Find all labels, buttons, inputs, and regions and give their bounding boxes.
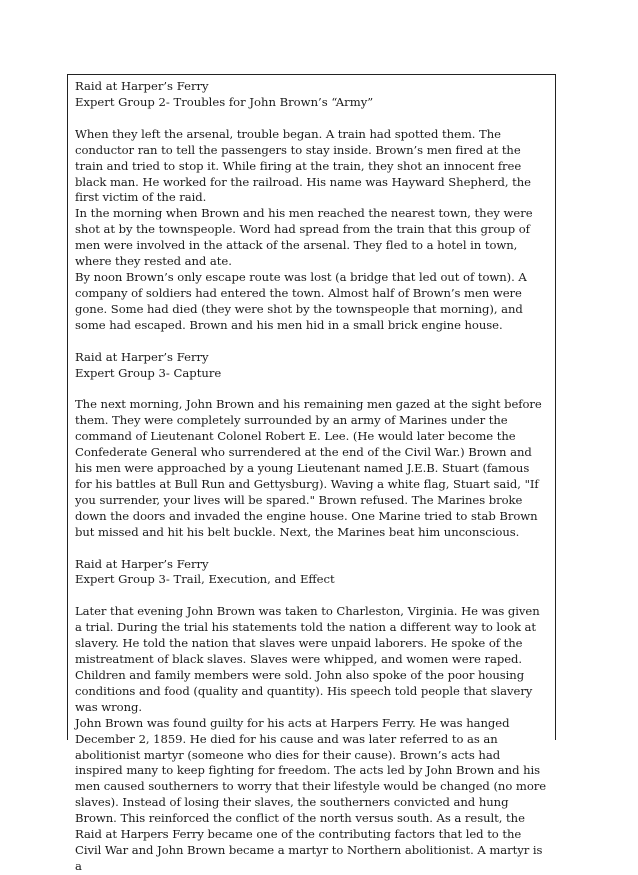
section-subtitle: Expert Group 3- Capture bbox=[75, 365, 222, 380]
paragraph: By noon Brown’s only escape route was lost (a bridge that led out of town). A company of soldiers had entered the town. Almost half of Brown’s men were gone. Some had died (they were shot by the townspeople that morning), and some had escaped. Brown and his men hid in a small brick engine house. bbox=[75, 269, 527, 332]
section-heading bbox=[75, 79, 549, 111]
paragraph: In the morning when Brown and his men reached the nearest town, they were shot at by the townspeople. Word had spread from the train that this group of men were involved in the attack of the arsenal. They fled to a hotel in town, where they rested and ate. bbox=[75, 206, 533, 269]
document-text-box bbox=[67, 74, 556, 873]
section-trial bbox=[75, 557, 549, 875]
section-subtitle: Expert Group 2- Troubles for John Brown’s “Army” bbox=[75, 94, 374, 109]
section-heading bbox=[75, 557, 549, 589]
paragraph: Later that evening John Brown was taken to Charleston, Virginia. He was given a trial. During the trial his statements told the nation a different way to look at slavery. He told the nation that slaves were unpaid laborers. He spoke of the mistreatment of black slaves. Slaves were whipped, and women were raped. Children and family members were sold. John also spoke of the poor housing conditions and food (quality and quantity). His speech told people that slavery was wrong. bbox=[75, 604, 540, 714]
paragraph: The next morning, John Brown and his remaining men gazed at the sight before them. They were completely surrounded by an army of Marines under the command of Lieutenant Colonel Robert E. Lee. (He would later become the Confederate General who surrendered at the end of the Civil War.) Brown and his men were approached by a young Lieutenant named J.E.B. Stuart (famous for his battles at Bull Run and Gettysburg). Waving a white flag, Stuart said, "If you surrender, your lives will be spared." Brown refused. The Marines broke down the doors and invaded the engine house. One Marine tried to stab Brown but missed and hit his belt buckle. Next, the Marines beat him unconscious. bbox=[75, 397, 542, 539]
section-troubles bbox=[75, 79, 549, 334]
section-heading bbox=[75, 350, 549, 382]
section-title: Raid at Harper’s Ferry bbox=[75, 556, 209, 571]
section-subtitle: Expert Group 3- Trail, Execution, and Effect bbox=[75, 572, 335, 587]
paragraph: When they left the arsenal, trouble began. A train had spotted them. The conductor ran to tell the passengers to stay inside. Brown’s men fired at the train and tried to stop it. While firing at the train, they shot an innocent free black man. He worked for the railroad. His name was Hayward Shepherd, the first victim of the raid. bbox=[75, 126, 531, 205]
section-title: Raid at Harper’s Ferry bbox=[75, 79, 209, 93]
section-title: Raid at Harper’s Ferry bbox=[75, 349, 209, 364]
section-capture bbox=[75, 350, 549, 541]
paragraph: John Brown was found guilty for his acts at Harpers Ferry. He was hanged December 2, 1859. He died for his cause and was later referred to as an abolitionist martyr (someone who dies for their cause). Brown’s acts had inspired many to keep fighting for freedom. The acts led by John Brown and his men caused southerners to worry that their lifestyle would be changed (no more slaves). Instead of losing their slaves, the southerners convicted and hung Brown. This reinforced the conflict of the north versus south. As a result, the Raid at Harpers Ferry became one of the contributing factors that led to the Civil War and John Brown became a martyr to Northern abolitionist. A martyr is a bbox=[75, 715, 547, 873]
